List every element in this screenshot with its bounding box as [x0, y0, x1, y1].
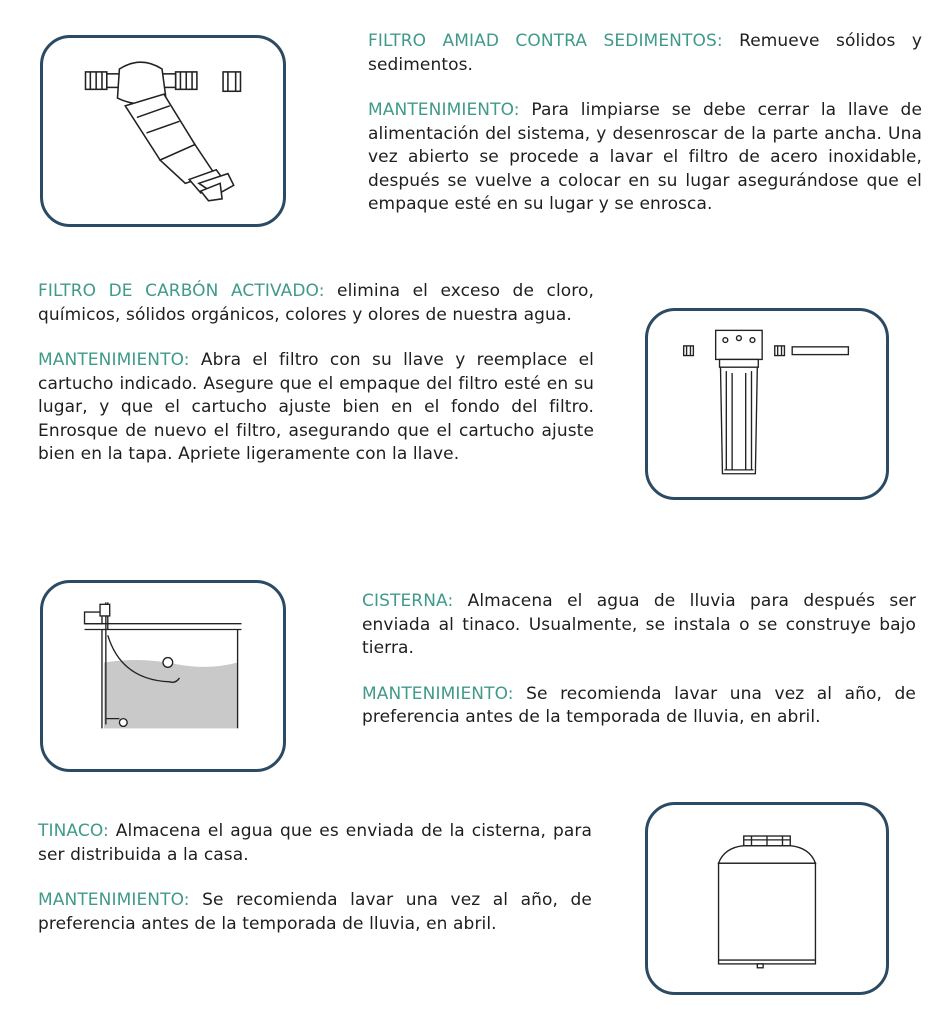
cistern-text: Almacena el agua de lluvia para después ser enviada al tinaco. Usualmente, se instala o se construye bajo tierra.	[362, 591, 916, 658]
cistern-maintenance-text: Se recomienda lavar una vez al año, de preferencia antes de la temporada de lluvia, en abril.	[362, 683, 916, 727]
tinaco-maintenance-label: MANTENIMIENTO:	[38, 890, 190, 910]
carbon-maintenance-text: Abra el filtro con su llave y reemplace el cartucho indicado. Asegure que el empaque del filtro esté en su lugar, y que el cartucho ajuste bien en el fondo del filtro. Enrosque de nuevo el filtro, asegurando que el cartucho ajuste bien en la tapa. Apriete ligeramente con la llave.	[38, 350, 594, 464]
cistern-maintenance-label: MANTENIMIENTO:	[362, 683, 514, 704]
carbon-filter-label: FILTRO DE CARBÓN ACTIVADO:	[38, 281, 325, 301]
carbon-maintenance-label: MANTENIMIENTO:	[38, 350, 190, 370]
cistern-label: CISTERNA:	[362, 591, 454, 611]
amiad-filter-maintenance	[368, 99, 922, 217]
amiad-maintenance-label: MANTENIMIENTO:	[368, 100, 520, 120]
amiad-filter-label: FILTRO AMIAD CONTRA SEDIMENTOS:	[368, 31, 723, 51]
amiad-filter-summary	[368, 30, 922, 77]
carbon-filter-maintenance	[38, 349, 594, 467]
tinaco-illustration	[648, 805, 886, 992]
carbon-filter-illustration	[648, 311, 886, 497]
carbon-filter-summary	[38, 280, 594, 327]
amiad-maintenance-text: Para limpiarse se debe cerrar la llave de alimentación del sistema, y desenroscar de la parte ancha. Una vez abierto se procede a lavar el filtro de acero inoxidable, después se vuelve a colocar en su lugar asegurándose que el empaque esté en su lugar y se enrosca.	[368, 100, 922, 214]
tinaco-label: TINACO:	[38, 821, 109, 841]
amiad-filter-illustration	[43, 38, 283, 224]
carbon-filter-image-frame	[645, 308, 889, 500]
amiad-filter-description	[368, 30, 922, 217]
cistern-maintenance	[362, 683, 916, 730]
cistern-image-frame	[40, 580, 286, 772]
carbon-filter-text: elimina el exceso de cloro, químicos, sólidos orgánicos, colores y olores de nuestra agua.	[38, 281, 594, 325]
cistern-description	[362, 590, 916, 730]
tinaco-text: Almacena el agua que es enviada de la cisterna, para ser distribuida a la casa.	[38, 821, 592, 865]
tinaco-maintenance	[38, 889, 592, 936]
tinaco-image-frame	[645, 802, 889, 995]
cistern-illustration	[43, 583, 283, 769]
amiad-filter-image-frame	[40, 35, 286, 227]
cistern-summary	[362, 590, 916, 661]
tinaco-description	[38, 820, 592, 936]
tinaco-summary	[38, 820, 592, 867]
amiad-filter-text: Remueve sólidos y sedimentos.	[368, 31, 922, 75]
carbon-filter-description	[38, 280, 594, 467]
tinaco-maintenance-text: Se recomienda lavar una vez al año, de preferencia antes de la temporada de lluvia, en abril.	[38, 890, 592, 934]
